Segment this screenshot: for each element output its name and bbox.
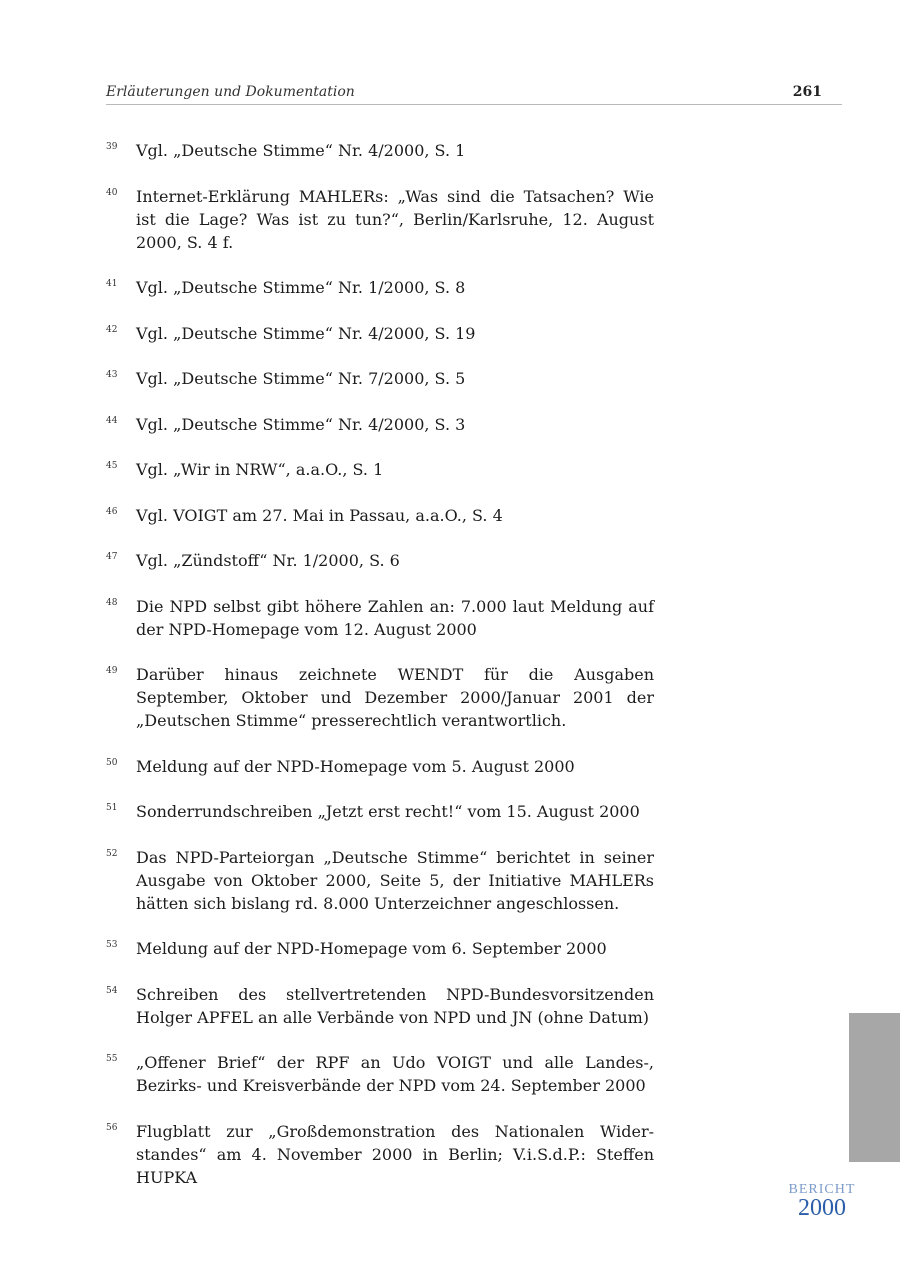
footnote-55	[106, 1051, 654, 1097]
footnote-number: 52	[106, 848, 118, 859]
footnote-39	[106, 139, 654, 162]
chapter-thumb-tab	[849, 1013, 900, 1162]
footnote-number: 50	[106, 757, 118, 768]
footnote-51	[106, 800, 654, 823]
footnote-text: Vgl. VOIGT am 27. Mai in Passau, a.a.O., S. 4	[136, 505, 503, 525]
logo-year: 2000	[798, 1195, 846, 1221]
footnote-42	[106, 322, 654, 345]
footnote-number: 41	[106, 279, 118, 289]
footnote-text: Sonderrundschreiben „Jetzt erst recht!“ vom 15. August 2000	[136, 802, 640, 821]
footnote-text: Meldung auf der NPD-Homepage vom 6. September 2000	[136, 939, 607, 958]
footnote-44	[106, 413, 654, 436]
footnote-text: Die NPD selbst gibt höhere Zahlen an: 7.000 laut Meldung auf der NPD-Homepage vom 12. August 2000	[136, 596, 654, 639]
footnote-number: 53	[106, 940, 118, 950]
logo-word: BERICHT	[788, 1182, 856, 1197]
footnote-54	[106, 983, 654, 1029]
footnote-number: 46	[106, 506, 118, 517]
footnote-41	[106, 276, 654, 299]
footnote-text: Internet-Erklärung MAHLERs: „Was sind die Tatsachen? Wie ist die Lage? Was ist zu tun?“, Berlin/Karlsruhe, 12. August 2000, S. 4 f.	[136, 186, 654, 252]
footnote-text: „Offener Brief“ der RPF an Udo VOIGT und alle Landes-, Bezirks- und Kreisverbände der NPD vom 24. September 2000	[136, 1053, 654, 1095]
footnote-number: 44	[106, 415, 118, 426]
running-header	[106, 82, 842, 105]
footnote-53	[106, 937, 654, 960]
footnote-number: 42	[106, 324, 118, 335]
footnote-46	[106, 504, 654, 527]
footnote-text: Meldung auf der NPD-Homepage vom 5. August 2000	[136, 756, 575, 776]
footnote-47	[106, 549, 654, 572]
footnote-number: 40	[106, 187, 118, 198]
footnote-text: Schreiben des stellvertretenden NPD-Bundesvorsitzenden Holger APFEL an alle Verbände von NPD und JN (ohne Datum)	[136, 984, 654, 1027]
footnote-number: 47	[106, 552, 118, 562]
footnote-text: Darüber hinaus zeichnete WENDT für die Ausgaben September, Oktober und Dezember 2000/Januar 2001 der „Deutschen Stimme“ presserechtlich verantwortlich.	[136, 665, 654, 730]
footnote-number: 45	[106, 461, 118, 471]
footnote-text: Das NPD-Parteiorgan „Deutsche Stimme“ berichtet in seiner Ausgabe von Oktober 2000, Seite 5, der Initiative MAHLERs hätten sich bislang rd. 8.000 Unterzeichner angeschlossen.	[136, 847, 654, 913]
footnote-number: 54	[106, 985, 118, 996]
footnote-list	[106, 139, 654, 1211]
footnote-text: Vgl. „Deutsche Stimme“ Nr. 1/2000, S. 8	[136, 278, 466, 297]
footnote-number: 56	[106, 1122, 118, 1133]
footnote-number: 48	[106, 597, 118, 608]
footnote-text: Vgl. „Deutsche Stimme“ Nr. 4/2000, S. 1	[136, 141, 466, 160]
footnote-number: 39	[106, 142, 118, 152]
footnote-48	[106, 595, 654, 641]
footnote-text: Vgl. „Zündstoff“ Nr. 1/2000, S. 6	[136, 551, 400, 570]
footnote-50	[106, 755, 654, 778]
footnote-56	[106, 1120, 654, 1189]
footnote-52	[106, 846, 654, 915]
bericht-2000-logo	[786, 1182, 858, 1219]
footnote-45	[106, 458, 654, 481]
footnote-number: 49	[106, 666, 118, 676]
footnote-text: Vgl. „Deutsche Stimme“ Nr. 4/2000, S. 3	[136, 414, 466, 434]
footnote-43	[106, 367, 654, 390]
running-header-title: Erläuterungen und Dokumentation	[106, 84, 355, 100]
footnote-number: 51	[106, 803, 118, 813]
footnote-text: Flugblatt zur „Großdemonstration des Nationalen Widerstandes“ am 4. November 2000 in Berlin; V.i.S.d.P.: Steffen HUPKA	[136, 1121, 654, 1187]
footnote-49	[106, 663, 654, 732]
footnote-number: 43	[106, 370, 118, 380]
footnote-40	[106, 185, 654, 254]
footnote-text: Vgl. „Wir in NRW“, a.a.O., S. 1	[136, 460, 384, 479]
page-number: 261	[792, 84, 822, 100]
footnote-number: 55	[106, 1054, 118, 1064]
footnote-text: Vgl. „Deutsche Stimme“ Nr. 4/2000, S. 19	[136, 323, 476, 343]
footnote-text: Vgl. „Deutsche Stimme“ Nr. 7/2000, S. 5	[136, 369, 466, 388]
